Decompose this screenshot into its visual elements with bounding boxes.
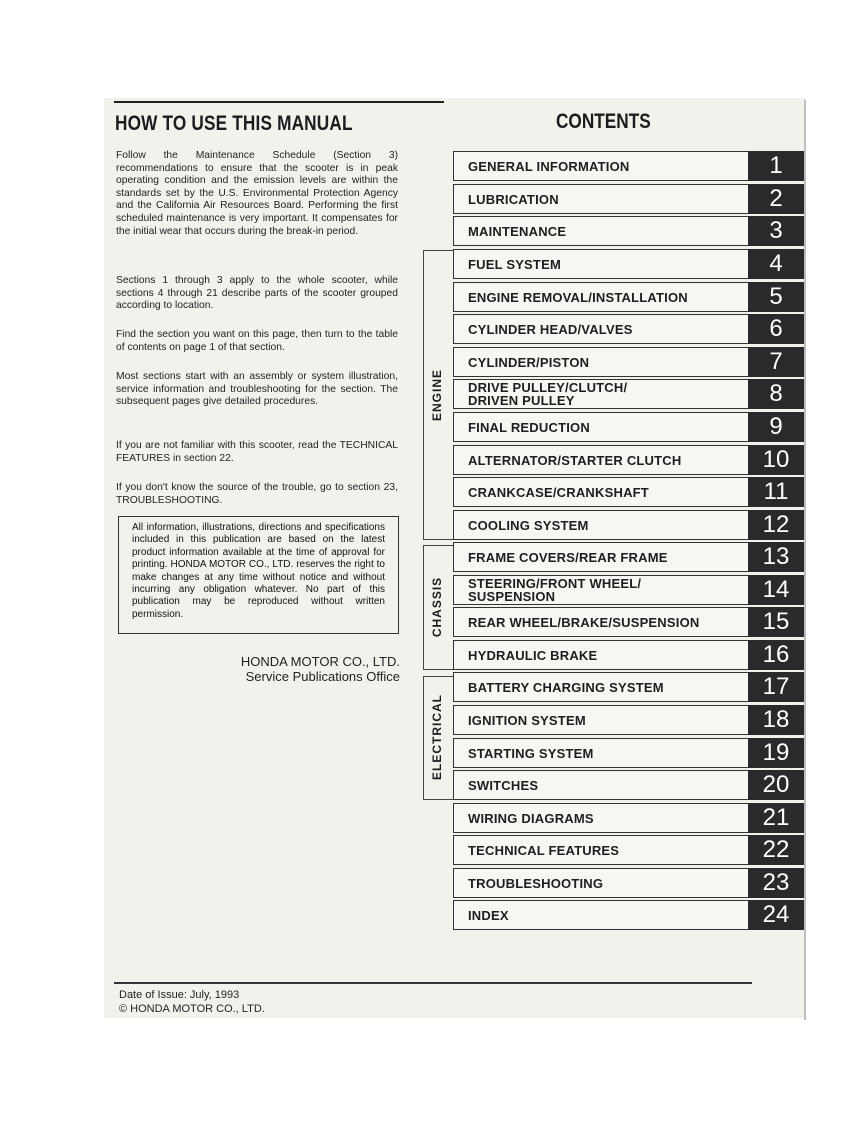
section-row[interactable] [453,607,804,637]
section-row[interactable] [453,249,804,279]
intro-paragraph-2: Sections 1 through 3 apply to the whole scooter, while sections 4 through 21 describe parts of the scooter grouped according to location. [116,275,398,312]
section-row[interactable] [453,868,804,898]
publisher-office: Service Publications Office [245,669,400,684]
section-row[interactable] [453,575,804,605]
section-number-tab: 1 [748,151,804,181]
section-number-tab: 12 [748,510,804,540]
section-title-line1: GENERAL INFORMATION [468,158,630,174]
section-number-tab: 11 [748,477,804,507]
section-title [453,379,748,409]
section-number-tab: 9 [748,412,804,442]
section-row[interactable] [453,379,804,409]
section-title [453,216,748,246]
section-number-tab: 21 [748,803,804,833]
section-title-line1: COOLING SYSTEM [468,517,589,533]
section-title-line1: MAINTENANCE [468,223,567,239]
section-title [453,868,748,898]
copyright-notice-box: All information, illustrations, directions and specifications included in this publication are based on the latest product information available at the time of approval for printing. HONDA MOTOR CO., LTD. reserves the right to make changes at any time without notice and without incurring any obligation whatever. No part of this publication may be reproduced without written permission. [118,516,399,634]
section-title-line1: CRANKCASE/CRANKSHAFT [468,484,649,500]
section-title-line1: INDEX [468,907,509,923]
section-title-line1: ENGINE REMOVAL/INSTALLATION [468,289,688,305]
engine-group-label: ENGINE [430,368,444,422]
electrical-group-label: ELECTRICAL [430,694,444,780]
section-row[interactable] [453,770,804,800]
intro-paragraph-1: Follow the Maintenance Schedule (Section 3) recommendations to ensure that the scooter is in peak operating condition and the emission levels are within the standards set by the U.S. Environmental Protection Agency and the California Air Resources Board. Performing the first scheduled maintenance is very important. It compensates for the initial wear that occurs during the break-in period. [116,150,398,237]
section-row[interactable] [453,151,804,181]
section-title-line1: REAR WHEEL/BRAKE/SUSPENSION [468,614,700,630]
section-number-tab: 22 [748,835,804,865]
header-rule [114,101,444,103]
chassis-group-label: CHASSIS [430,576,444,638]
section-title-line1: FRAME COVERS/REAR FRAME [468,549,668,565]
section-row[interactable] [453,282,804,312]
section-row[interactable] [453,672,804,702]
section-number-tab: 16 [748,640,804,670]
section-title [453,672,748,702]
section-title [453,705,748,735]
section-title [453,835,748,865]
section-number-tab: 8 [748,379,804,409]
section-title [453,445,748,475]
section-title [453,347,748,377]
section-row[interactable] [453,705,804,735]
intro-paragraph-6: If you don't know the source of the trouble, go to section 23, TROUBLESHOOTING. [116,482,398,506]
section-number-tab: 18 [748,705,804,735]
section-title-line1: BATTERY CHARGING SYSTEM [468,679,664,695]
section-row[interactable] [453,412,804,442]
section-number-tab: 13 [748,542,804,572]
section-title [453,738,748,768]
section-row[interactable] [453,477,804,507]
company-name: HONDA MOTOR CO., LTD. [240,654,400,669]
section-number-tab: 6 [748,314,804,344]
issue-date: Date of Issue: July, 1993 [119,989,240,1001]
section-title [453,314,748,344]
section-row[interactable] [453,803,804,833]
section-number-tab: 15 [748,607,804,637]
section-title-line1: HYDRAULIC BRAKE [468,647,598,663]
section-title-line1: CYLINDER HEAD/VALVES [468,321,633,337]
section-number-tab: 14 [748,575,804,605]
section-title-line1: CYLINDER/PISTON [468,354,590,370]
section-title [453,510,748,540]
section-number-tab: 7 [748,347,804,377]
section-title-line1: FINAL REDUCTION [468,419,590,435]
section-title-line2: DRIVEN PULLEY [468,393,575,408]
section-number-tab: 20 [748,770,804,800]
section-row[interactable] [453,835,804,865]
page-edge [804,100,806,1020]
section-row[interactable] [453,445,804,475]
section-title [453,412,748,442]
section-title-line1: STEERING/FRONT WHEEL/ [468,576,642,591]
section-number-tab: 23 [748,868,804,898]
section-title [453,477,748,507]
section-title-line1: TROUBLESHOOTING [468,875,604,891]
section-row[interactable] [453,510,804,540]
section-title-line1: ALTERNATOR/STARTER CLUTCH [468,452,682,468]
section-title-line1: WIRING DIAGRAMS [468,810,594,826]
intro-paragraph-5: If you are not familiar with this scooter, read the TECHNICAL FEATURES in section 22. [116,440,398,464]
section-title [453,803,748,833]
section-title-line1: FUEL SYSTEM [468,256,561,272]
section-title [453,640,748,670]
section-title-line1: STARTING SYSTEM [468,745,594,761]
section-number-tab: 19 [748,738,804,768]
section-row[interactable] [453,314,804,344]
intro-paragraph-4: Most sections start with an assembly or system illustration, service information and troubleshooting for the section. The subsequent pages give detailed procedures. [116,371,398,408]
footer-rule [114,982,752,984]
section-title-line1: SWITCHES [468,777,539,793]
section-title-line1: LUBRICATION [468,191,559,207]
section-title [453,249,748,279]
section-title [453,607,748,637]
section-title-line1: DRIVE PULLEY/CLUTCH/ [468,380,628,395]
copyright-line: © HONDA MOTOR CO., LTD. [119,1003,265,1015]
section-title [453,282,748,312]
section-number-tab: 2 [748,184,804,214]
section-number-tab: 5 [748,282,804,312]
section-title [453,900,748,930]
section-number-tab: 10 [748,445,804,475]
section-title-line1: IGNITION SYSTEM [468,712,586,728]
section-title-line2: SUSPENSION [468,589,556,604]
section-row[interactable] [453,216,804,246]
intro-paragraph-3: Find the section you want on this page, then turn to the table of contents on page 1 of that section. [116,329,398,353]
contents-title: CONTENTS [556,110,651,133]
section-number-tab: 17 [748,672,804,702]
section-row[interactable] [453,347,804,377]
section-title [453,770,748,800]
section-row[interactable] [453,900,804,930]
section-title-line1: TECHNICAL FEATURES [468,842,620,858]
section-row[interactable] [453,542,804,572]
section-row[interactable] [453,184,804,214]
section-title [453,184,748,214]
section-title [453,575,748,605]
section-number-tab: 4 [748,249,804,279]
section-title [453,542,748,572]
section-title [453,151,748,181]
section-number-tab: 3 [748,216,804,246]
section-row[interactable] [453,738,804,768]
section-row[interactable] [453,640,804,670]
section-number-tab: 24 [748,900,804,930]
manual-title: HOW TO USE THIS MANUAL [115,112,353,135]
